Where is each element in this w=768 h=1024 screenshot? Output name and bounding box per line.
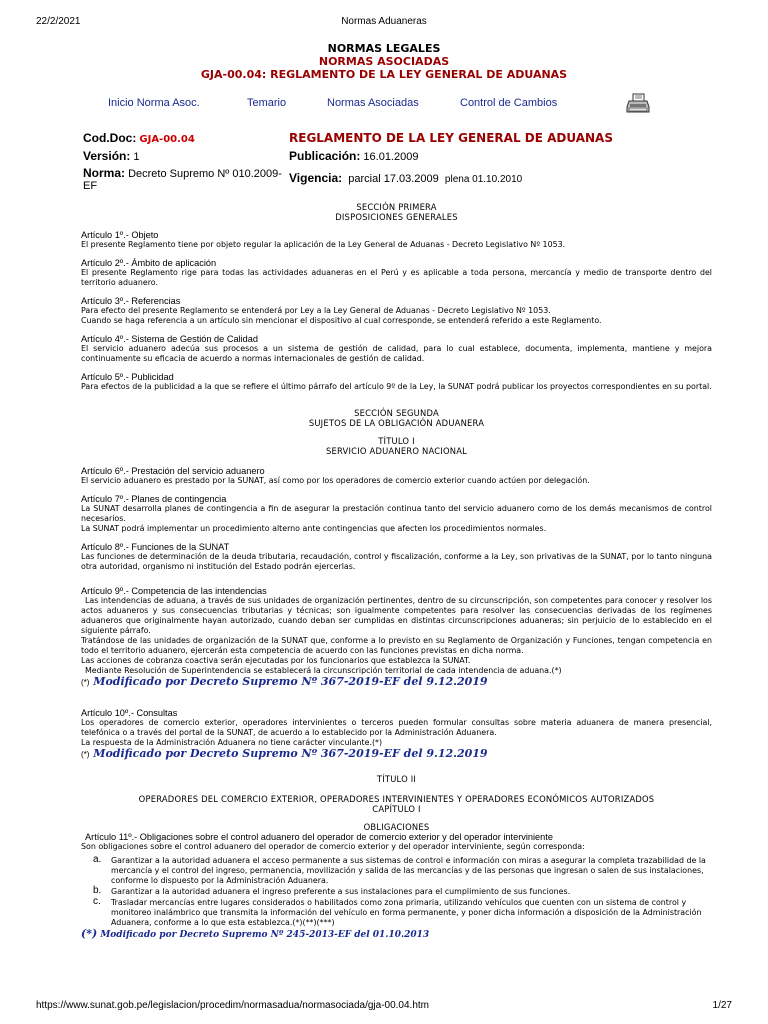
nav-link-temario[interactable]: Temario [247,97,287,109]
article-10: Artículo 10º.- Consultas Los operadores de comercio exterior, operadores intervinientes o terceros pueden formular consultas sobre materia aduanera de manera presencial, telefónica o a través del portal de la SUNAT, de acuerdo a lo establecido por la Administración Aduanera. La respuesta de la Administración Aduanera no tiene carácter vinculante.(*) (*) Modificado por Decreto Supremo Nº 367-2019-EF del 9.12.2019 [81,708,712,760]
article-11: Artículo 11º.- Obligaciones sobre el control aduanero del operador de comercio exterior y del operador interviniente Son obligaciones sobre el control aduanero del operador de comercio exterior y del operador interviniente, según corresponda: a. Garantizar a la autoridad aduanera el acceso permanente a sus sistemas de control e información con miras a asegurar la completa trazabilidad de la mercancía y el control del ingreso, permanencia, movilización y salida de las mercancías y de las personas que ingresan o salen de sus instalaciones, conforme lo dispuesto por la Administración Aduanera. b. Garantizar a la autoridad aduanera el ingreso preferente a sus instalaciones para el cumplimiento de sus funciones. c. Trasladar mercancías entre lugares considerados o habilitados como zona primaria, utilizando vehículos que cuenten con un sistema de control y monitoreo inalámbrico que transmita la información del vehículo en forma permanente, y poner dicha información a disposición de la Administración Aduanera, conforme a lo que esta establezca.(*)(**)(***) (*) Modificado por Decreto Supremo Nº 245-2013-EF del 01.10.2013 [81,832,712,940]
article-4: Artículo 4º.- Sistema de Gestión de Calidad El servicio aduanero adecúa sus procesos a un sistema de gestión de calidad, para lo cual establece, documenta, implementa, mantiene y mejora continuamente su eficacia de acuerdo a normas internacionales de gestión de calidad. [81,334,712,363]
modification-note[interactable]: (*) Modificado por Decreto Supremo Nº 367-2019-EF del 9.12.2019 [81,747,488,760]
version-row [83,149,140,163]
cod-doc-row [83,131,195,145]
document-body [81,202,712,940]
vigencia-plena: plena 01.10.2010 [444,174,523,185]
modification-note[interactable]: (*) Modificado por Decreto Supremo Nº 367-2019-EF del 9.12.2019 [81,675,488,688]
norma-value-cont: EF [83,180,98,192]
cod-doc-label: Cod.Doc: [83,131,137,145]
list-item: c. Trasladar mercancías entre lugares considerados o habilitados como zona primaria, utilizando vehículos que cuenten con un sistema de control y monitoreo inalámbrico que transmita la información del vehículo en forma permanente, y poner dicha información a disposición de la Administración Aduanera, conforme a lo que esta establezca.(*)(**)(***) [93,896,702,927]
vigencia-parcial: parcial 17.03.2009 [348,173,439,185]
article-2: Artículo 2º.- Ámbito de aplicación El presente Reglamento rige para todas las actividades aduaneras en el Perú y es aplicable a toda persona, mercancía y medio de transporte dentro del territorio aduanero. [81,258,712,287]
section-segunda-heading: SECCIÓN SEGUNDA SUJETOS DE LA OBLIGACIÓN ADUANERA TÍTULO I SERVICIO ADUANERO NACIONAL [308,408,485,456]
list-item: a. Garantizar a la autoridad aduanera el acceso permanente a sus sistemas de control e información con miras a asegurar la completa trazabilidad de la mercancía y el control del ingreso, permanencia, movilización y salida de las mercancías y de las personas que ingresan o salen de sus instalaciones, conforme lo dispuesto por la Administración Aduanera. [93,854,706,885]
article-6: Artículo 6º.- Prestación del servicio aduanero El servicio aduanero es prestado por la SUNAT, así como por los operadores de comercio exterior cuando actúen por delegación. [81,466,590,485]
article-5: Artículo 5º.- Publicidad Para efectos de la publicidad a la que se refiere el último párrafo del artículo 9º de la Ley, la SUNAT podrá publicar los proyectos correspondientes en su portal. [81,372,712,391]
heading-normas-asociadas: NORMAS ASOCIADAS [318,55,450,68]
article-9: Artículo 9º.- Competencia de las intendencias Las intendencias de aduana, a través de sus unidades de organización pertinentes, dentro de su circunscripción, son competentes para conocer y resolver los actos aduaneros y sus consecuencias tributarias y técnicas; son igualmente competentes para resolver las consecuencias derivadas de los regímenes aduaneros que originalmente hayan autorizado, cuando deban ser cumplidas en distintas circunscripciones aduaneras; sin perjuicio de lo establecido en el siguiente párrafo. Tratándose de las unidades de organización de la SUNAT que, conforme a lo previsto en su Reglamento de Organización y Funciones, tengan competencia en todo el territorio aduanero, ejercerán esta competencia de acuerdo con las funciones previstas en dicha norma. Las acciones de cobranza coactiva serán ejecutadas por los funcionarios que establezca la SUNAT. Mediante Resolución de Superintendencia se establecerá la circunscripción territorial de cada intendencia de aduana.(*) (*) Modificado por Decreto Supremo Nº 367-2019-EF del 9.12.2019 [81,586,712,688]
publicacion-row [289,149,418,163]
page-number: 1/27 [712,1000,732,1011]
version-label: Versión: [83,149,131,163]
cod-doc-value: GJA-00.04 [139,134,195,145]
article-1: Artículo 1º.- Objeto El presente Reglamento tiene por objeto regular la aplicación de la Ley General de Aduanas - Decreto Legislativo Nº 1053. [81,230,566,249]
vigencia-row [289,171,522,185]
vigencia-label: Vigencia: [289,171,343,185]
heading-document-code: GJA-00.04: REGLAMENTO DE LA LEY GENERAL DE ADUANAS [200,68,568,81]
norma-label: Norma: [83,166,126,180]
norma-value: Decreto Supremo Nº 010.2009- [128,168,282,180]
document-title: REGLAMENTO DE LA LEY GENERAL DE ADUANAS [289,131,613,145]
article-7: Artículo 7º.- Planes de contingencia La SUNAT desarrolla planes de contingencia a fin de asegurar la prestación continua tanto del servicio aduanero como de los demás mecanismos de control necesarios. La SUNAT podrá implementar un procedimiento alterno ante contingencias que afecten los procedimientos normales. [81,494,712,533]
article-8: Artículo 8º.- Funciones de la SUNAT Las funciones de determinación de la deuda tributaria, recaudación, control y fiscalización, conforme a la Ley, son privativas de la SUNAT, por lo tanto ninguna otra autoridad, organismo ni institución del Estado podrán ejercerlas. [81,542,712,571]
print-header [36,16,732,30]
print-url[interactable]: https://www.sunat.gob.pe/legislacion/procedim/normasadua/normasociada/gja-00.04.htm [36,1000,429,1011]
heading-normas-legales: NORMAS LEGALES [327,42,441,55]
section-primera-heading: SECCIÓN PRIMERA DISPOSICIONES GENERALES [335,202,458,222]
printer-icon[interactable] [626,93,650,115]
print-title: Normas Aduaneras [341,16,427,27]
document-heading [0,42,768,81]
version-value: 1 [133,151,140,163]
nav-link-control-cambios[interactable]: Control de Cambios [460,97,558,109]
article-3: Artículo 3º.- Referencias Para efecto del presente Reglamento se entenderá por Ley a la Ley General de Aduanas - Decreto Legislativo Nº 1053. Cuando se haga referencia a un artículo sin mencionar el dispositivo al cual corresponde, se entenderá referido a este Reglamento. [81,296,602,325]
publicacion-value: 16.01.2009 [363,151,419,163]
list-item: b. Garantizar a la autoridad aduanera el ingreso preferente a sus instalaciones para el cumplimiento de sus funciones. [93,885,571,896]
nav-link-inicio[interactable]: Inicio Norma Asoc. [108,97,200,109]
norma-row [83,166,282,192]
print-footer [36,1000,732,1014]
print-date: 22/2/2021 [36,16,81,27]
titulo-ii-heading: TÍTULO II OPERADORES DEL COMERCIO EXTERIOR, OPERADORES INTERVINIENTES Y OPERADORES ECONÓMICOS AUTORIZADOS CAPÍTULO I OBLIGACIONES [138,774,655,832]
publicacion-label: Publicación: [289,149,361,163]
nav-link-normas-asociadas[interactable]: Normas Asociadas [327,97,419,109]
obligations-list [81,856,712,928]
modification-note[interactable]: (*) Modificado por Decreto Supremo Nº 245-2013-EF del 01.10.2013 [81,927,430,940]
